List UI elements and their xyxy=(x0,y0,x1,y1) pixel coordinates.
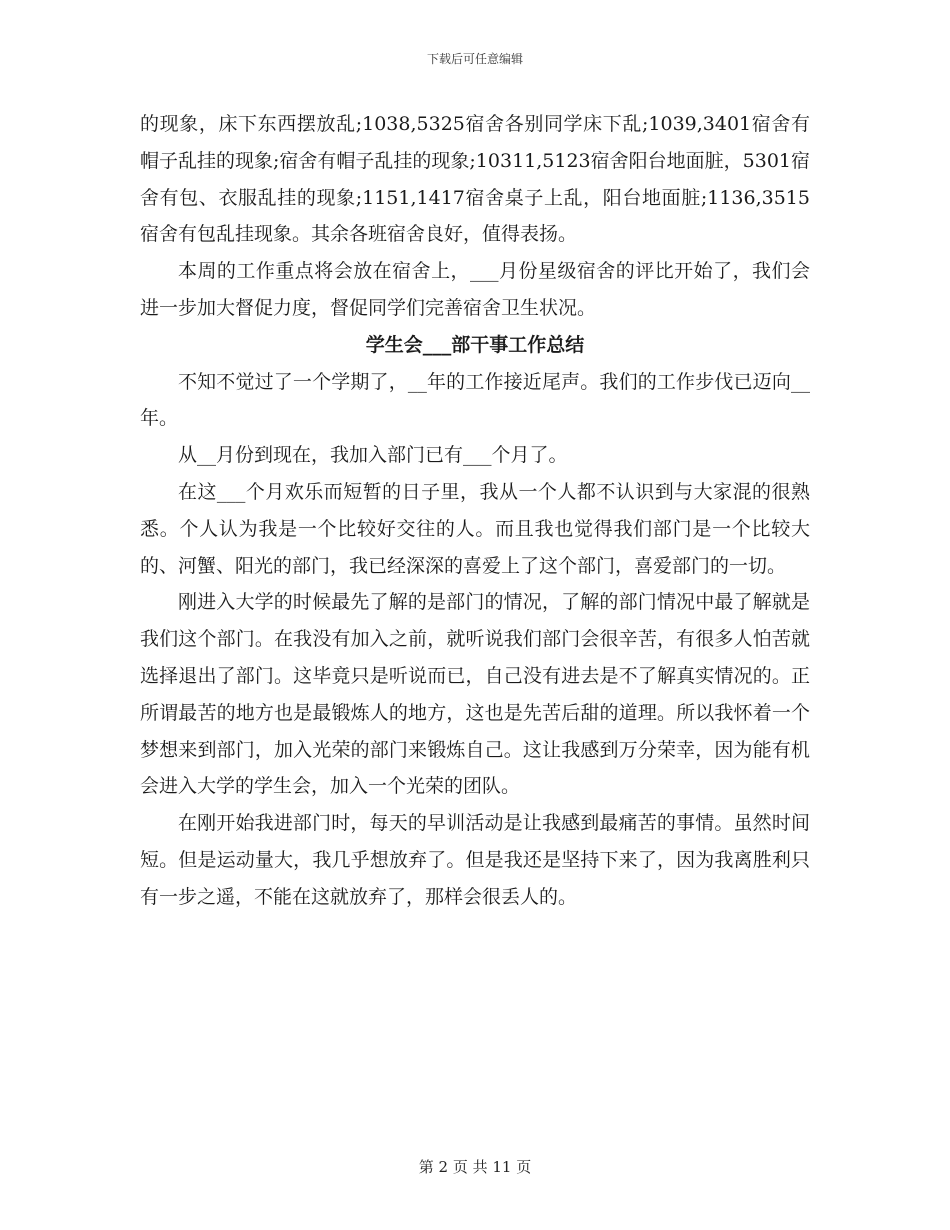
paragraph-semester-end: 不知不觉过了一个学期了，__年的工作接近尾声。我们的工作步伐已迈向__年。 xyxy=(140,370,810,430)
page-header: 下载后可任意编辑 xyxy=(426,52,523,66)
paragraph-dorm-inspection: 的现象，床下东西摆放乱;1038,5325宿舍各别同学床下乱;1039,3401宿舍有帽子乱挂的现象;宿舍有帽子乱挂的现象;10311,5123宿舍阳台地面脏，5301宿舍有包、衣服乱挂的现象;1151,1417宿舍桌子上乱，阳台地面脏;1136,3515宿舍有包乱挂现象。其余各班宿舍良好，值得表扬。 xyxy=(140,113,810,246)
section-title: 学生会___部干事工作总结 xyxy=(365,333,585,356)
paragraph-morning-training: 在刚开始我进部门时，每天的早训活动是让我感到最痛苦的事情。虽然时间短。但是运动量大，我几乎想放弃了。但是我还是坚持下来了，因为我离胜利只有一步之遥，不能在这就放弃了，那样会很丢人的。 xyxy=(140,812,810,908)
page-number-footer: 第 2 页 共 11 页 xyxy=(418,1158,532,1176)
paragraph-first-impression: 刚进入大学的时候最先了解的是部门的情况，了解的部门情况中最了解就是我们这个部门。在我没有加入之前，就听说我们部门会很辛苦，有很多人怕苦就选择退出了部门。这毕竟只是听说而已，自己没有进去是不了解真实情况的。正所谓最苦的地方也是最锻炼人的地方，这也是先苦后甜的道理。所以我怀着一个梦想来到部门，加入光荣的部门来锻炼自己。这让我感到万分荣幸，因为能有机会进入大学的学生会，加入一个光荣的团队。 xyxy=(140,591,810,798)
document-body xyxy=(140,106,810,916)
paragraph-joined-months: 从__月份到现在，我加入部门已有___个月了。 xyxy=(178,444,568,467)
paragraph-weekly-focus: 本周的工作重点将会放在宿舍上，___月份星级宿舍的评比开始了，我们会进一步加大督促力度，督促同学们完善宿舍卫生状况。 xyxy=(140,260,810,319)
paragraph-happy-days: 在这___个月欢乐而短暂的日子里，我从一个人都不认识到与大家混的很熟悉。个人认为我是一个比较好交往的人。而且我也觉得我们部门是一个比较大的、河蟹、阳光的部门，我已经深深的喜爱上了这个部门，喜爱部门的一切。 xyxy=(140,480,810,577)
